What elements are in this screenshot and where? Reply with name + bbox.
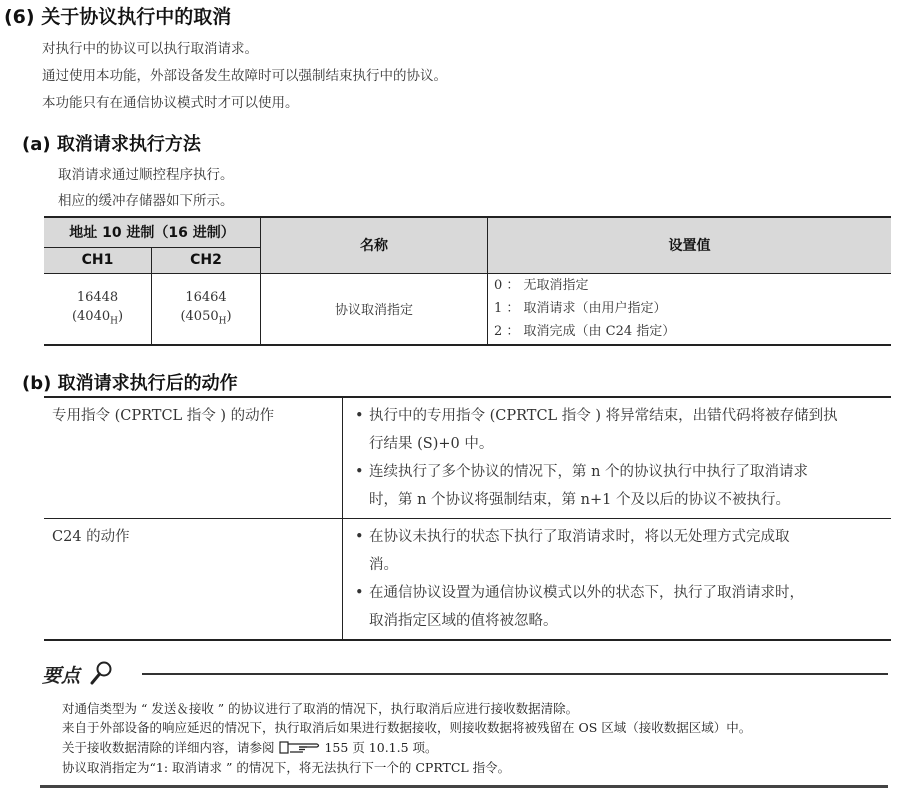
setting-value-0: 0 ： 无取消指定 xyxy=(494,278,589,294)
setting-value-1: 1 ： 取消请求（由用户指定） xyxy=(494,301,667,317)
header-ch1: CH1 xyxy=(44,247,152,273)
ch1-hex: $(4040_H)$ xyxy=(71,309,124,328)
bullet-item: • 在协议未执行的状态下执行了取消请求时，将以无处理方式完成取 消。 xyxy=(355,529,790,573)
subsection-a-line-2: 相应的缓冲存储器如下所示。 xyxy=(58,193,234,209)
header-name: 名称 xyxy=(261,217,488,273)
bullet-item: • 执行中的专用指令 (CPRTCL 指令 ) 将异常结束，出错代码将被存储到执 行结果 (S)+0 中。 xyxy=(355,408,838,452)
bullet-item: • 连续执行了多个协议的情况下，第 n 个的协议执行中执行了取消请求 时，第 n 个协议将强制结束，第 n+1 个及以后的协议不被执行。 xyxy=(355,464,809,508)
setting-value-2: 2 ： 取消完成（由 C24 指定） xyxy=(494,324,676,340)
intro-line-3: 本功能只有在通信协议模式时才可以使用。 xyxy=(42,95,299,111)
point-divider xyxy=(142,673,888,675)
subsection-b-title: (b) 取消请求执行后的动作 xyxy=(22,373,238,394)
ch2-hex: $(4050_H)$ xyxy=(180,309,232,328)
ch1-address-cell xyxy=(44,273,152,345)
subsection-a-title: (a) 取消请求执行方法 xyxy=(22,134,201,155)
intro-line-1: 对执行中的协议可以执行取消请求。 xyxy=(42,41,258,57)
point-note-3: 关于接收数据清除的详细内容，请参阅 155 页 10.1.5 项。 xyxy=(62,740,438,755)
bullet-item: • 在通信协议设置为通信协议模式以外的状态下，执行了取消请求时， 取消指定区域的值将被忽略。 xyxy=(355,585,804,629)
ch2-decimal: 16464 xyxy=(185,290,227,306)
setting-cell xyxy=(488,273,892,345)
section-title: (6) 关于协议执行中的取消 xyxy=(4,6,232,28)
intro-line-2: 通过使用本功能，外部设备发生故障时可以强制结束执行中的协议。 xyxy=(42,68,447,84)
subsection-a-line-1: 取消请求通过顺控程序执行。 xyxy=(58,167,234,183)
header-address: 地址 10 进制（16 进制） xyxy=(44,217,261,247)
ch2-address-cell xyxy=(152,273,261,345)
point-title: 要点 xyxy=(42,660,115,688)
action-items-dedicated xyxy=(343,397,892,519)
point-note-1: 对通信类型为 “ 发送＆接收 ” 的协议进行了取消的情况下，执行取消后应进行接收数据清除。 xyxy=(62,701,579,716)
name-cell: 协议取消指定 xyxy=(261,273,488,345)
action-label-dedicated: 专用指令 (CPRTCL 指令 ) 的动作 xyxy=(44,397,343,519)
point-note-4: 协议取消指定为“1: 取消请求 ” 的情况下，将无法执行下一个的 CPRTCL 指令。 xyxy=(62,760,511,775)
action-items-c24 xyxy=(343,519,892,641)
ch1-decimal: 16448 xyxy=(76,290,119,306)
action-table xyxy=(44,396,891,641)
buffer-memory-table xyxy=(44,216,891,346)
header-setting: 设置值 xyxy=(488,217,892,273)
magnifier-icon xyxy=(89,660,115,686)
point-note-2: 来自于外部设备的响应延迟的情况下，执行取消后如果进行数据接收，则接收数据将被残留在 OS 区域（接收数据区域）中。 xyxy=(62,720,752,735)
action-label-c24: C24 的动作 xyxy=(44,519,343,641)
bottom-divider xyxy=(40,785,888,788)
reference-link[interactable]: 155 页 10.1.5 项。 xyxy=(324,740,438,755)
pointing-hand-icon[interactable] xyxy=(279,739,321,755)
header-ch2: CH2 xyxy=(152,247,261,273)
